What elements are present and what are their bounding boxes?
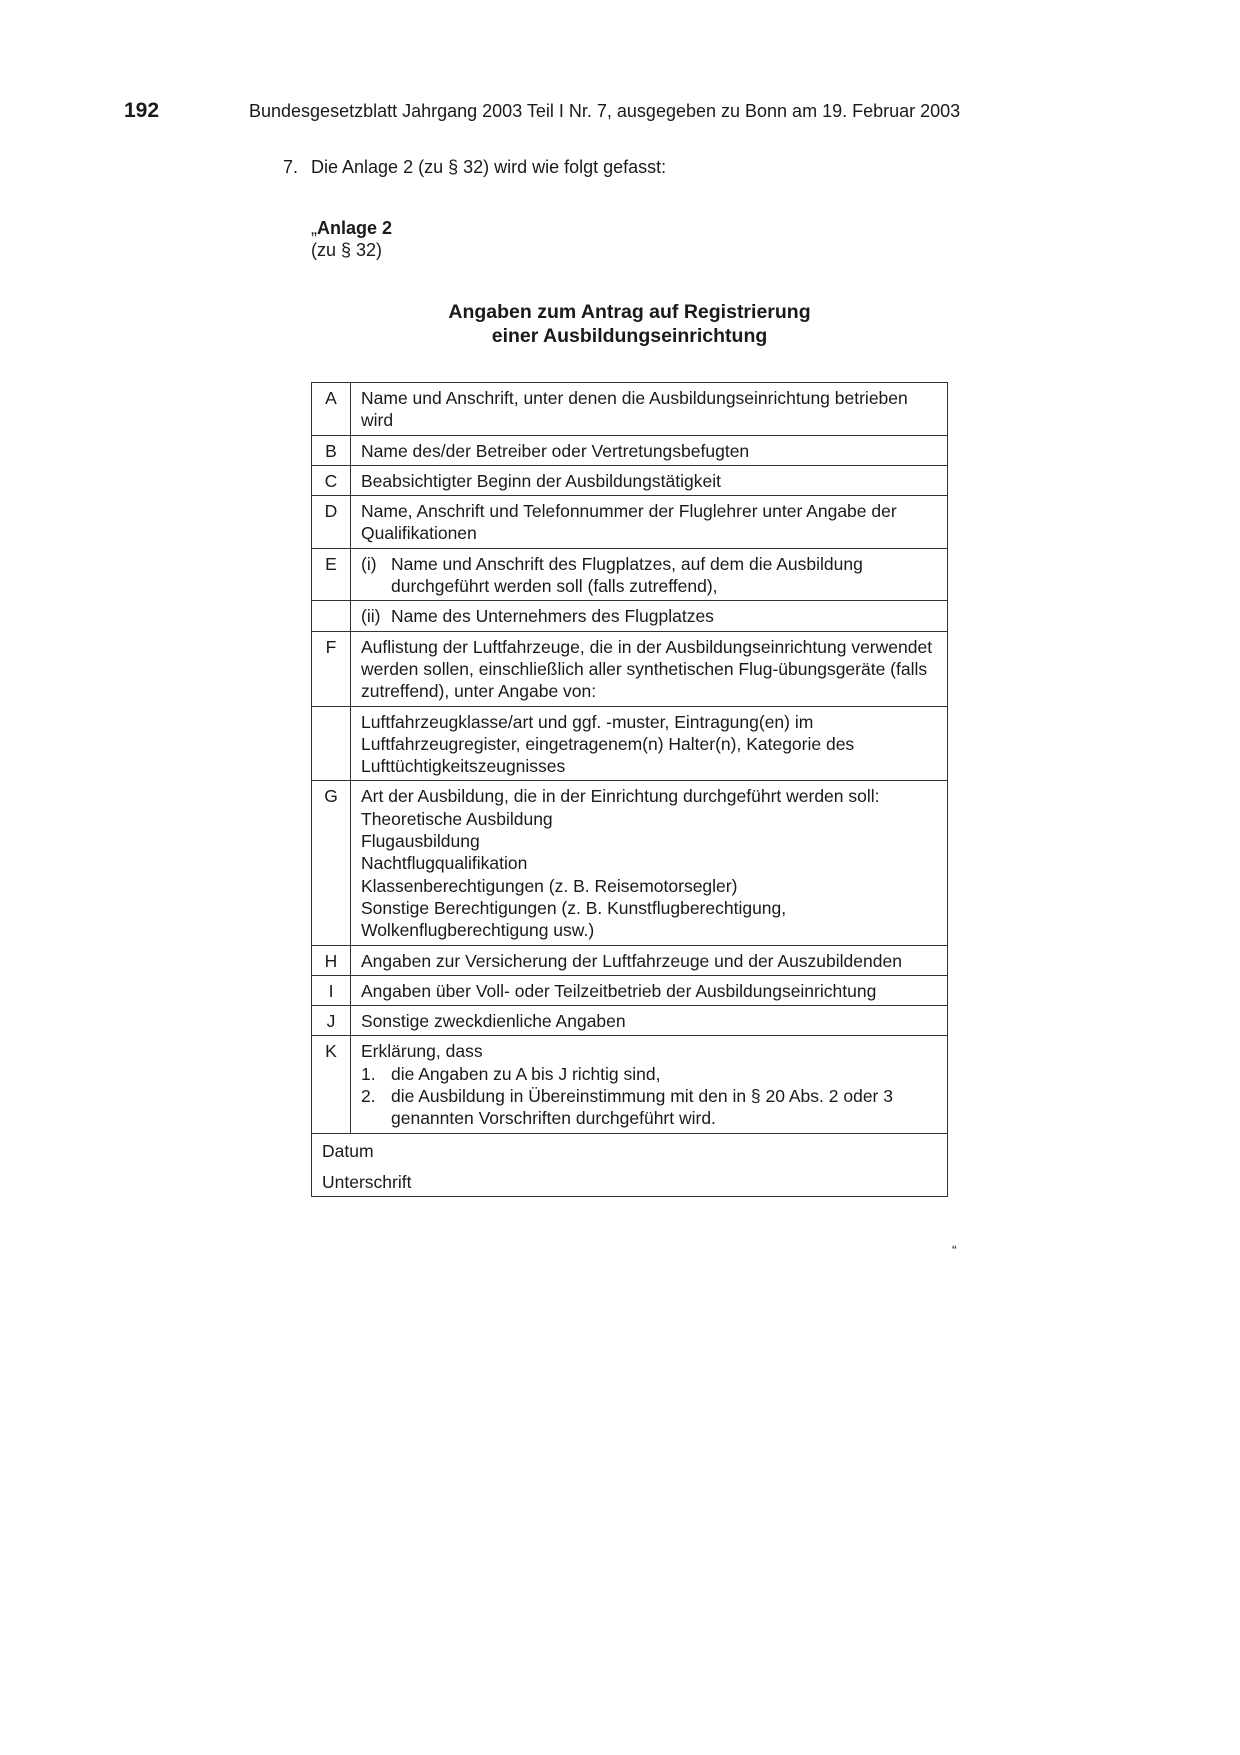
- sub-item-text: Name und Anschrift des Flugplatzes, auf dem die Ausbildung durchgeführt werden soll (falls zutreffend),: [391, 553, 863, 597]
- table-row: [312, 383, 948, 436]
- row-text: [351, 548, 948, 601]
- list-item: Theoretische Ausbildung: [361, 808, 553, 829]
- table-row: [312, 465, 948, 495]
- list-item: Klassenberechtigungen (z. B. Reisemotorsegler): [361, 875, 738, 896]
- amendment-text: Die Anlage 2 (zu § 32) wird wie folgt gefasst:: [311, 157, 667, 177]
- annex-reference: (zu § 32): [311, 240, 383, 260]
- running-header: Bundesgesetzblatt Jahrgang 2003 Teil I Nr. 7, ausgegeben zu Bonn am 19. Februar 2003: [249, 101, 961, 121]
- row-letter: I: [312, 975, 351, 1005]
- table-row: [312, 496, 948, 549]
- list-number: 1.: [361, 1063, 376, 1084]
- amendment-item: [283, 157, 666, 178]
- sub-item-label: (ii): [361, 606, 381, 627]
- signature-field-label: Unterschrift: [322, 1171, 412, 1192]
- list-item: Flugausbildung: [361, 831, 480, 852]
- list-number: 2.: [361, 1086, 376, 1107]
- row-letter: G: [312, 781, 351, 945]
- annex-title: Anlage 2: [317, 218, 393, 238]
- table-row: [312, 1036, 948, 1133]
- row-text: Angaben zur Versicherung der Luftfahrzeuge und der Auszubildenden: [351, 945, 948, 975]
- row-letter: H: [312, 945, 351, 975]
- row-text: Name und Anschrift, unter denen die Ausbildungseinrichtung betrieben wird: [351, 383, 948, 436]
- opening-quote: „: [311, 218, 317, 238]
- row-text: Name, Anschrift und Telefonnummer der Fluglehrer unter Angabe der Qualifikationen: [351, 496, 948, 549]
- row-text: [351, 781, 948, 945]
- amendment-number: 7.: [283, 157, 299, 177]
- row-intro: Art der Ausbildung, die in der Einrichtung durchgeführt werden soll:: [361, 786, 880, 807]
- row-letter: B: [312, 435, 351, 465]
- list-item: die Ausbildung in Übereinstimmung mit den in § 20 Abs. 2 oder 3 genannten Vorschriften durchgeführt wird.: [391, 1086, 893, 1129]
- closing-quote: “: [952, 1242, 957, 1258]
- table-row: [312, 548, 948, 601]
- row-text: [351, 1036, 948, 1133]
- table-row: [312, 435, 948, 465]
- row-text: Beabsichtigter Beginn der Ausbildungstätigkeit: [351, 465, 948, 495]
- row-letter-empty: [312, 706, 351, 781]
- signature-cell: [312, 1133, 948, 1196]
- table-row: [312, 975, 948, 1005]
- table-row: [312, 631, 948, 706]
- list-item: die Angaben zu A bis J richtig sind,: [391, 1063, 661, 1084]
- table-row: [312, 706, 948, 781]
- form-title-line-2: einer Ausbildungseinrichtung: [491, 325, 768, 347]
- row-letter: E: [312, 548, 351, 601]
- row-letter: J: [312, 1006, 351, 1036]
- table-row: [312, 601, 948, 631]
- row-text: Name des/der Betreiber oder Vertretungsbefugten: [351, 435, 948, 465]
- row-text: Luftfahrzeugklasse/art und ggf. -muster, Eintragung(en) im Luftfahrzeugregister, eingetragenem(n) Halter(n), Kategorie des Lufttüchtigkeitszeugnisses: [351, 706, 948, 781]
- sub-item-label: (i): [361, 553, 377, 574]
- row-intro: Erklärung, dass: [361, 1041, 483, 1062]
- table-row: [312, 781, 948, 945]
- row-text: Auflistung der Luftfahrzeuge, die in der Ausbildungseinrichtung verwendet werden sollen, einschließlich aller synthetischen Flug-übungsgeräte (falls zutreffend), unter Angabe von:: [351, 631, 948, 706]
- row-text: [351, 601, 948, 631]
- row-letter: F: [312, 631, 351, 706]
- row-letter: C: [312, 465, 351, 495]
- table-row: [312, 945, 948, 975]
- table-row: [312, 1006, 948, 1036]
- form-title: [311, 300, 948, 348]
- row-letter: K: [312, 1036, 351, 1133]
- application-form-table: [311, 382, 948, 1197]
- row-letter-empty: [312, 601, 351, 631]
- row-text: Angaben über Voll- oder Teilzeitbetrieb der Ausbildungseinrichtung: [351, 975, 948, 1005]
- date-field-label: Datum: [322, 1140, 374, 1161]
- page-number: 192: [124, 99, 160, 122]
- form-title-line-1: Angaben zum Antrag auf Registrierung: [448, 301, 811, 323]
- list-item: Sonstige Berechtigungen (z. B. Kunstflugberechtigung, Wolkenflugberechtigung usw.): [361, 897, 787, 941]
- row-text: Sonstige zweckdienliche Angaben: [351, 1006, 948, 1036]
- row-letter: D: [312, 496, 351, 549]
- annex-heading: [311, 217, 392, 261]
- row-letter: A: [312, 383, 351, 436]
- signature-row: [312, 1133, 948, 1196]
- list-item: Nachtflugqualifikation: [361, 853, 528, 874]
- sub-item-text: Name des Unternehmers des Flugplatzes: [391, 606, 714, 627]
